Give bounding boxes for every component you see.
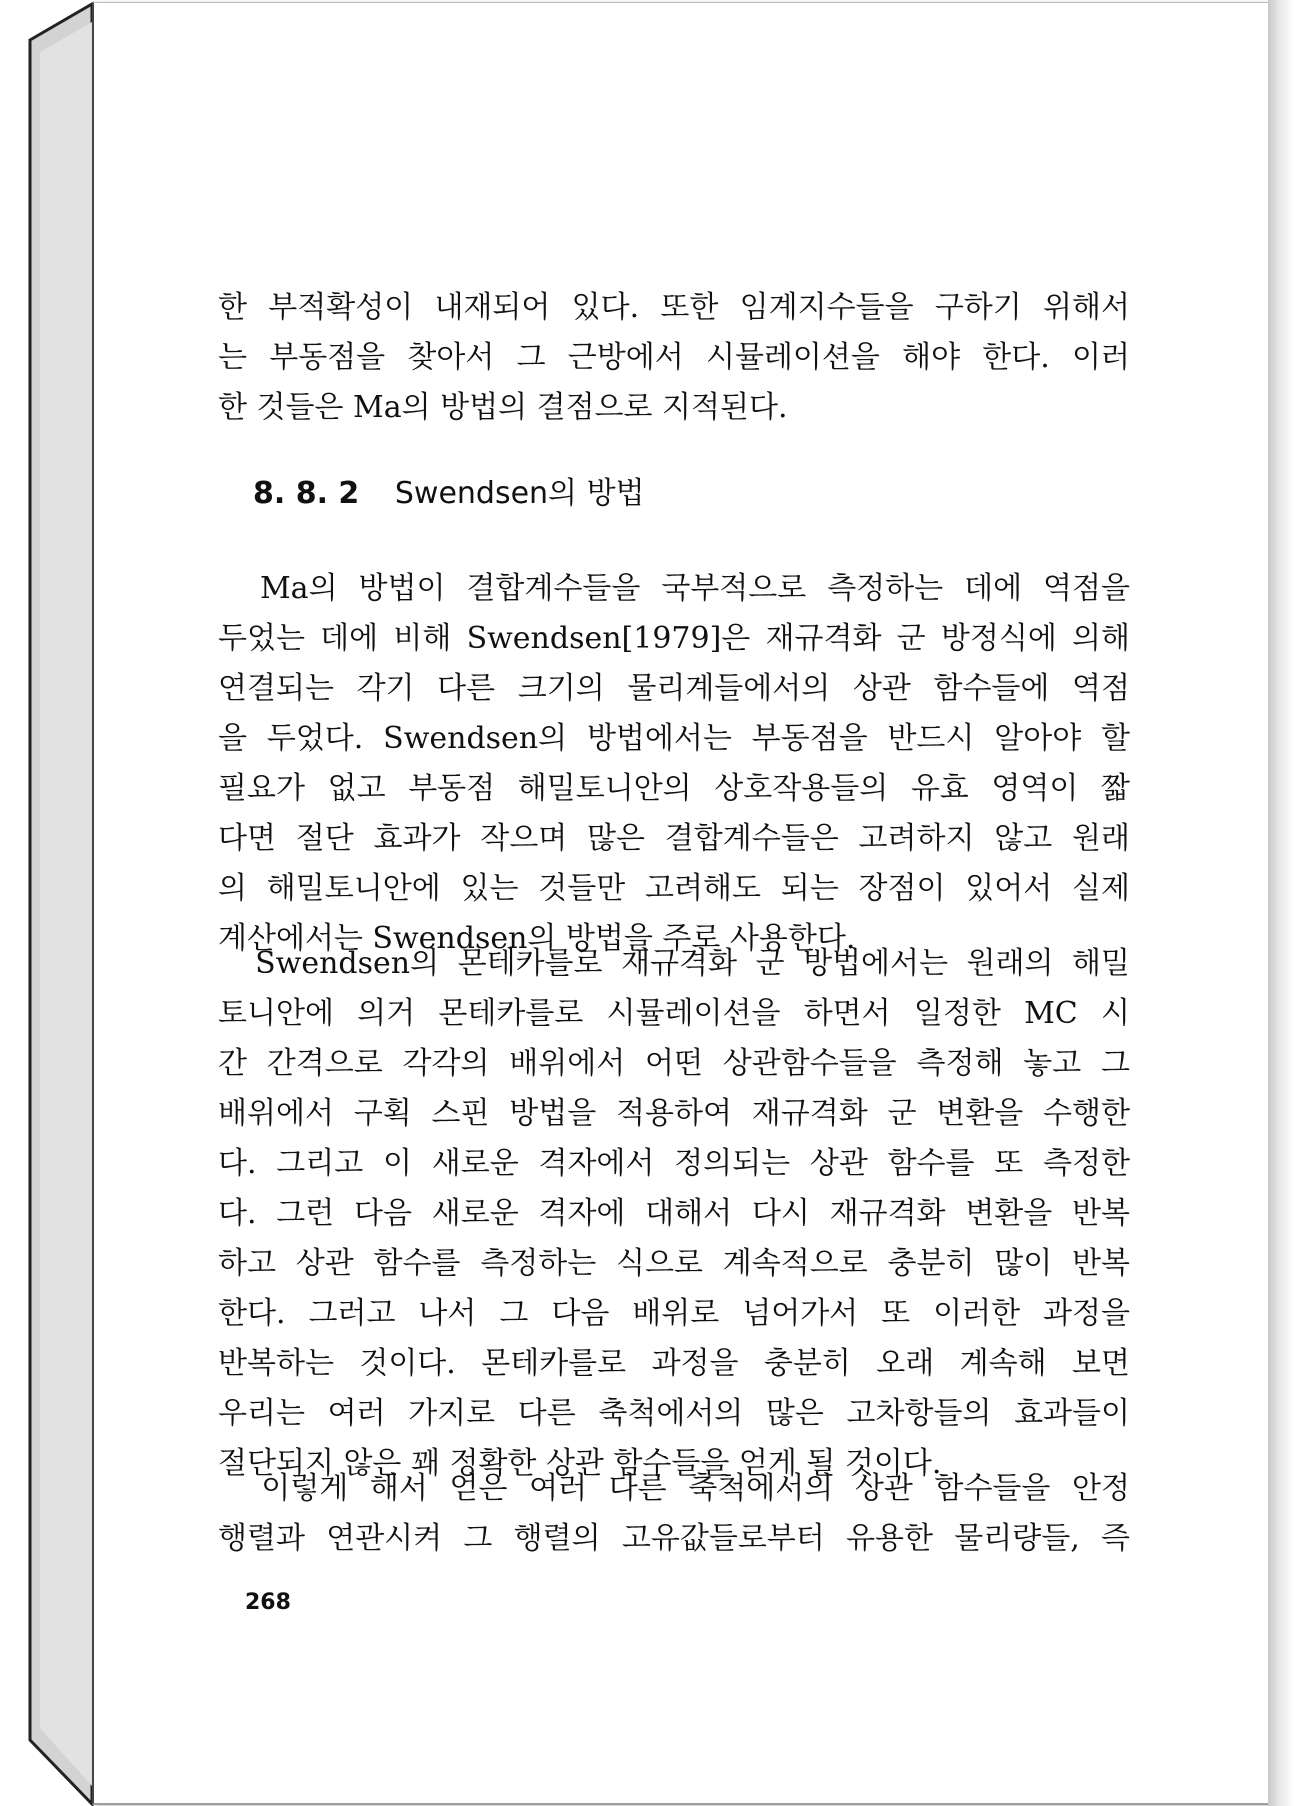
- text-line: 반복하는 것이다. 몬테카를로 과정을 충분히 오래 계속해 보면: [218, 1346, 1130, 1381]
- text-line: 는 부동점을 찾아서 그 근방에서 시뮬레이션을 해야 한다. 이러: [218, 340, 1130, 375]
- section-title: Swendsen의 방법: [394, 476, 645, 511]
- text-line: 간 간격으로 각각의 배위에서 어떤 상관함수들을 측정해 놓고 그: [218, 1046, 1130, 1081]
- page-edge-shadow: [1268, 0, 1294, 1806]
- book-pages-edge: [40, 22, 92, 1786]
- text-line: 을 두었다. Swendsen의 방법에서는 부동점을 반드시 알아야 할: [218, 721, 1130, 756]
- text-line: 이렇게 해서 얻은 여러 다른 축척에서의 상관 함수들을 안정: [218, 1471, 1130, 1506]
- text-line: 절단되지 않은 꽤 정확한 상관 함수들을 얻게 될 것이다.: [218, 1446, 942, 1481]
- text-line: 한 것들은 Ma의 방법의 결점으로 지적된다.: [218, 390, 788, 425]
- text-line: Ma의 방법이 결합계수들을 국부적으로 측정하는 데에 역점을: [218, 571, 1130, 606]
- text-line: 한다. 그러고 나서 그 다음 배위로 넘어가서 또 이러한 과정을: [218, 1296, 1130, 1331]
- text-line: 배위에서 구획 스핀 방법을 적용하여 재규격화 군 변환을 수행한: [218, 1096, 1130, 1131]
- text-line: Swendsen의 몬테카를로 재규격화 군 방법에서는 원래의 해밀: [218, 946, 1130, 981]
- text-line: 계산에서는 Swendsen의 방법을 주로 사용한다.: [218, 921, 856, 956]
- text-line: 토니안에 의거 몬테카를로 시뮬레이션을 하면서 일정한 MC 시: [218, 996, 1130, 1031]
- text-line: 행렬과 연관시켜 그 행렬의 고유값들로부터 유용한 물리량들, 즉: [218, 1521, 1130, 1556]
- text-line: 다. 그런 다음 새로운 격자에 대해서 다시 재규격화 변환을 반복: [218, 1196, 1130, 1231]
- text-line: 우리는 여러 가지로 다른 축척에서의 많은 고차항들의 효과들이: [218, 1396, 1130, 1431]
- book-spine: [0, 0, 100, 1806]
- text-line: 다. 그리고 이 새로운 격자에서 정의되는 상관 함수를 또 측정한: [218, 1146, 1130, 1181]
- section-number: 8. 8. 2: [253, 476, 360, 511]
- section-heading: [253, 470, 645, 518]
- text-line: 하고 상관 함수를 측정하는 식으로 계속적으로 충분히 많이 반복: [218, 1246, 1130, 1281]
- text-line: 의 해밀토니안에 있는 것들만 고려해도 되는 장점이 있어서 실제: [218, 871, 1130, 906]
- text-line: 연결되는 각기 다른 크기의 물리계들에서의 상관 함수들에 역점: [218, 671, 1130, 706]
- text-line: 한 부적확성이 내재되어 있다. 또한 임계지수들을 구하기 위해서: [218, 290, 1130, 325]
- text-line: 두었는 데에 비해 Swendsen[1979]은 재규격화 군 방정식에 의해: [218, 621, 1130, 656]
- page-number: 268: [245, 1590, 291, 1615]
- text-line: 다면 절단 효과가 작으며 많은 결합계수들은 고려하지 않고 원래: [218, 821, 1130, 856]
- text-line: 필요가 없고 부동점 해밀토니안의 상호작용들의 유효 영역이 짧: [218, 771, 1130, 806]
- paragraph-1: [218, 565, 1130, 956]
